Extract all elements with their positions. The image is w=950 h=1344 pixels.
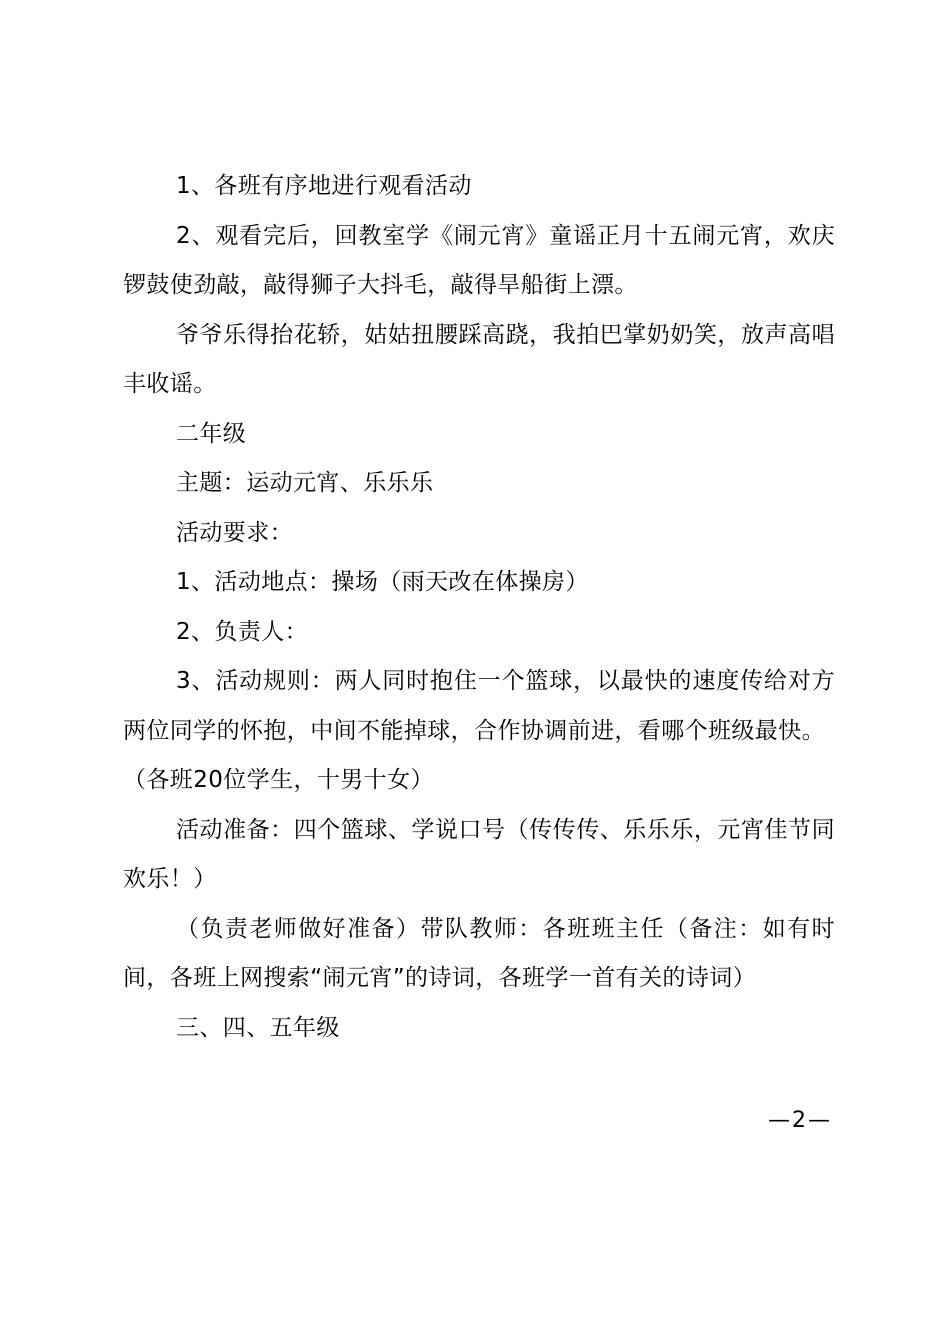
paragraph-nursery-rhyme-part2: 爷爷乐得抬花轿，姑姑扭腰踩高跷，我拍巴掌奶奶笑，放声高唱丰收谣。 (123, 321, 835, 397)
page-number: —2— (768, 1108, 832, 1133)
paragraph-theme: 主题：运动元宵、乐乐乐 (176, 470, 434, 496)
heading-grade-two: 二年级 (176, 420, 247, 447)
paragraph-person-in-charge: 2、负责人： (176, 618, 309, 645)
paragraph-activity-requirements: 活动要求： (176, 519, 293, 546)
paragraph-participants: （各班20位学生，十男十女） (123, 767, 434, 793)
paragraph-activity-preparation: 活动准备：四个篮球、学说口号（传传传、乐乐乐，元宵佳节同欢乐！） (123, 816, 835, 892)
paragraph-lead-teacher: （负责老师做好准备）带队教师：各班班主任（备注：如有时间，各班上网搜索“闹元宵”的诗词，各班学一首有关的诗词） (123, 915, 835, 991)
paragraph-activity-rules: 3、活动规则：两人同时抱住一个篮球，以最快的速度传给对方两位同学的怀抱，中间不能掉球，合作协调前进，看哪个班级最快。 (123, 668, 835, 744)
heading-grades-three-to-five: 三、四、五年级 (176, 1014, 340, 1041)
paragraph-viewing-order: 1、各班有序地进行观看活动 (176, 173, 472, 199)
paragraph-activity-location: 1、活动地点：操场（雨天改在体操房） (176, 569, 589, 595)
document-body (123, 162, 835, 1053)
paragraph-nursery-rhyme-part1: 2、观看完后，回教室学《闹元宵》童谣正月十五闹元宵，欢庆锣鼓使劲敲，敲得狮子大抖毛，敲得旱船街上漂。 (123, 222, 835, 298)
